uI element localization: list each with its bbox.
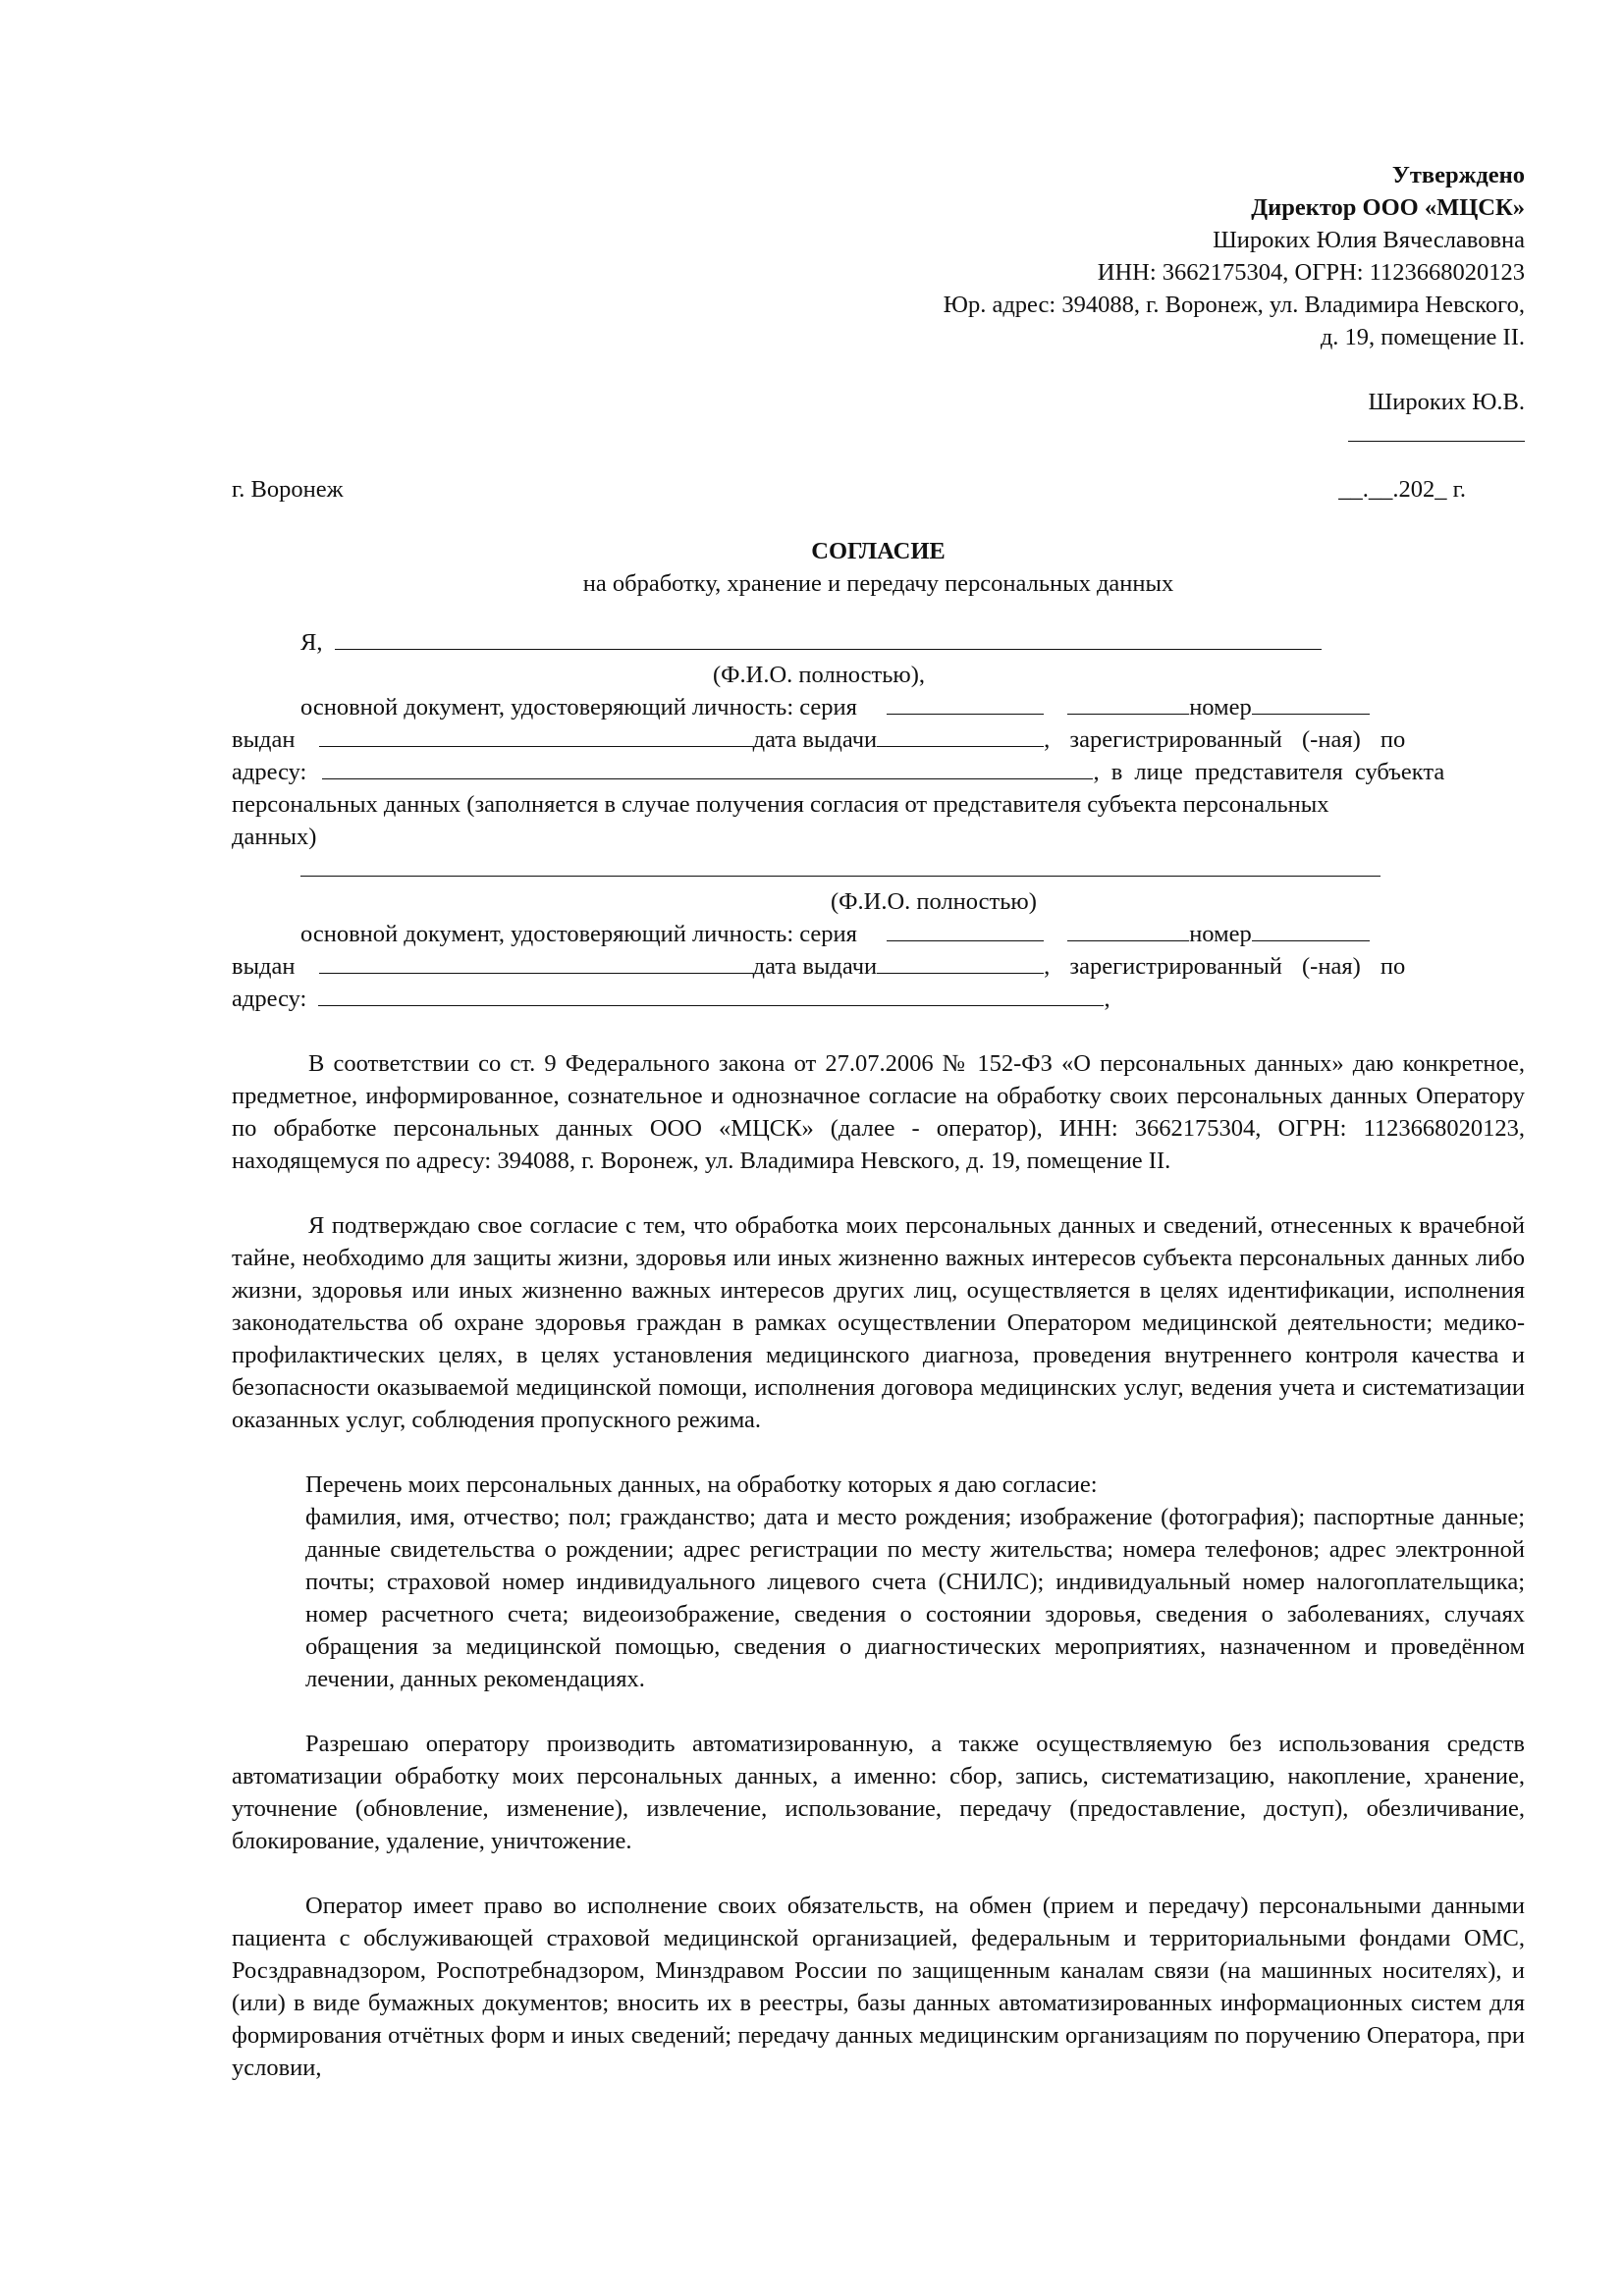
date-placeholder: __.__.202_ г. bbox=[1338, 476, 1466, 503]
fio-blank-1 bbox=[335, 627, 1322, 650]
registered-label-1: , зарегистрированный (-ная) по bbox=[1044, 726, 1406, 753]
address-label-2: адресу: bbox=[232, 986, 307, 1012]
paragraph-data-list bbox=[232, 1468, 1525, 1695]
representative-note-end: данных) bbox=[232, 824, 317, 850]
address-line-1 bbox=[232, 756, 1525, 788]
doc-label-1: основной документ, удостоверяющий личность: серия bbox=[300, 694, 857, 721]
paragraph-legal-basis bbox=[232, 1047, 1525, 1177]
issued-line-2 bbox=[232, 950, 1525, 983]
address-comma: , bbox=[1104, 986, 1110, 1012]
fio-hint-2: (Ф.И.О. полностью) bbox=[831, 888, 1037, 915]
approval-director: Директор ООО «МЦСК» bbox=[1251, 194, 1525, 221]
series-blank-1b bbox=[1067, 692, 1189, 715]
paragraph-5-text: Оператор имеет право во исполнение своих обязательств, на обмен (прием и передачу) персональными данными пациента с обслуживающей страховой медицинской организацией, федеральным и территориальными фондами ОМС, Росздравнадзором, Роспотребнадзором, Минздравом России по защищенным каналам связи (на машинных носителях), и (или) в виде бумажных документов; вносить их в реестры, базы данных автоматизированных информационных систем для формирования отчётных форм и иных сведений; передачу данных медицинским организациям по поручению Оператора, при условии, bbox=[232, 1893, 1525, 2081]
issue-date-label-1: дата выдачи bbox=[752, 726, 878, 753]
registered-label-2: , зарегистрированный (-ная) по bbox=[1044, 953, 1406, 980]
approval-director-name: Широких Юлия Вячеславовна bbox=[1213, 227, 1525, 253]
number-blank-2 bbox=[1252, 919, 1370, 941]
series-blank-2 bbox=[887, 919, 1044, 941]
ya-label: Я, bbox=[300, 629, 323, 656]
representative-label: , в лице представителя субъекта bbox=[1093, 759, 1445, 785]
data-list-heading: Перечень моих персональных данных, на обработку которых я даю согласие: bbox=[305, 1471, 1098, 1498]
paragraph-purpose bbox=[232, 1209, 1525, 1436]
address-label-1: адресу: bbox=[232, 759, 307, 785]
fio-blank-2 bbox=[300, 854, 1380, 877]
paragraph-4-text: Разрешаю оператору производить автоматизированную, а также осуществляемую без использования средств автоматизации обработку моих персональных данных, а именно: сбор, запись, систематизацию, накопление, хранение, уточнение (обновление, изменение), извлечение, использование, передачу (предоставление, доступ), обезличивание, блокирование, удаление, уничтожение. bbox=[232, 1731, 1525, 1854]
fio-line-1 bbox=[232, 626, 1525, 659]
paragraph-1-text: В соответствии со ст. 9 Федерального закона от 27.07.2006 № 152-ФЗ «О персональных данных» даю конкретное, предметное, информированное, сознательное и однозначное согласие на обработку своих персональных данных Оператору по обработке персональных данных ООО «МЦСК» (далее - оператор), ИНН: 3662175304, ОГРН: 1123668020123, находящемуся по адресу: 394088, г. Воронеж, ул. Владимира Невского, д. 19, помещение II. bbox=[232, 1050, 1525, 1174]
issue-date-label-2: дата выдачи bbox=[752, 953, 878, 980]
document-title: СОГЛАСИЕ bbox=[811, 538, 946, 564]
fio-hint-2-row bbox=[232, 885, 1525, 918]
issued-label-2: выдан bbox=[232, 953, 296, 980]
number-label-2: номер bbox=[1189, 921, 1252, 947]
issued-label-1: выдан bbox=[232, 726, 296, 753]
approval-address-1: Юр. адрес: 394088, г. Воронеж, ул. Владимира Невского, bbox=[943, 292, 1525, 318]
fio-line-2 bbox=[232, 853, 1525, 885]
issue-date-blank-1 bbox=[877, 724, 1044, 747]
series-blank-2b bbox=[1067, 919, 1189, 941]
series-blank-1 bbox=[887, 692, 1044, 715]
approval-heading: Утверждено bbox=[1391, 162, 1525, 188]
paragraph-processing bbox=[232, 1728, 1525, 1857]
approval-address-2: д. 19, помещение II. bbox=[1320, 324, 1525, 350]
fio-hint-1-row bbox=[232, 659, 1525, 691]
fio-hint-1: (Ф.И.О. полностью), bbox=[713, 662, 925, 688]
place-date-row bbox=[232, 473, 1525, 506]
issued-blank-1 bbox=[319, 724, 753, 747]
approval-inn: ИНН: 3662175304, ОГРН: 1123668020123 bbox=[1097, 259, 1525, 286]
doc-line-1 bbox=[232, 691, 1525, 723]
document-body bbox=[232, 626, 1525, 2084]
approval-block bbox=[944, 159, 1525, 451]
signature-line bbox=[1348, 421, 1525, 442]
doc-label-2: основной документ, удостоверяющий личность: серия bbox=[300, 921, 857, 947]
paragraph-2-text: Я подтверждаю свое согласие с тем, что обработка моих персональных данных и сведений, отнесенных к врачебной тайне, необходимо для защиты жизни, здоровья или иных жизненно важных интересов субъекта персональных данных либо жизни, здоровья или иных жизненно важных интересов других лиц, осуществляется в целях идентификации, исполнения законодательства об охране здоровья граждан в рамках осуществлении Оператором медицинской деятельности; медико-профилактических целях, в целях установления медицинского диагноза, проведения внутреннего контроля качества и безопасности оказываемой медицинской помощи, исполнения договора медицинских услуг, ведения учета и систематизации оказанных услуг, соблюдения пропускного режима. bbox=[232, 1212, 1525, 1433]
address-blank-2 bbox=[318, 984, 1104, 1006]
number-label-1: номер bbox=[1189, 694, 1252, 721]
data-list-items: фамилия, имя, отчество; пол; гражданство; дата и место рождения; изображение (фотография); паспортные данные; данные свидетельства о рождении; адрес регистрации по месту жительства; номера телефонов; адрес электронной почты; страховой номер индивидуального лицевого счета (СНИЛС); индивидуальный номер налогоплательщика; номер расчетного счета; видеоизображение, сведения о состоянии здоровья, сведения о заболеваниях, случаях обращения за медицинской помощью, сведения о диагностических мероприятиях, назначенном и проведённом лечении, данных рекомендациях. bbox=[305, 1504, 1525, 1692]
paragraph-operator-rights bbox=[232, 1890, 1525, 2084]
place: г. Воронеж bbox=[232, 476, 344, 503]
doc-line-2 bbox=[232, 918, 1525, 950]
rep-line-2 bbox=[232, 788, 1525, 821]
address-blank-1 bbox=[322, 757, 1093, 779]
document-title-block bbox=[232, 535, 1525, 600]
approval-signer: Широких Ю.В. bbox=[1368, 389, 1525, 415]
address-line-2 bbox=[232, 983, 1525, 1015]
issued-blank-2 bbox=[319, 951, 753, 974]
rep-line-3 bbox=[232, 821, 1525, 853]
issue-date-blank-2 bbox=[877, 951, 1044, 974]
document-subtitle: на обработку, хранение и передачу персональных данных bbox=[582, 570, 1174, 597]
number-blank-1 bbox=[1252, 692, 1370, 715]
representative-note: персональных данных (заполняется в случае получения согласия от представителя субъекта персональных bbox=[232, 791, 1329, 818]
issued-line-1 bbox=[232, 723, 1525, 756]
